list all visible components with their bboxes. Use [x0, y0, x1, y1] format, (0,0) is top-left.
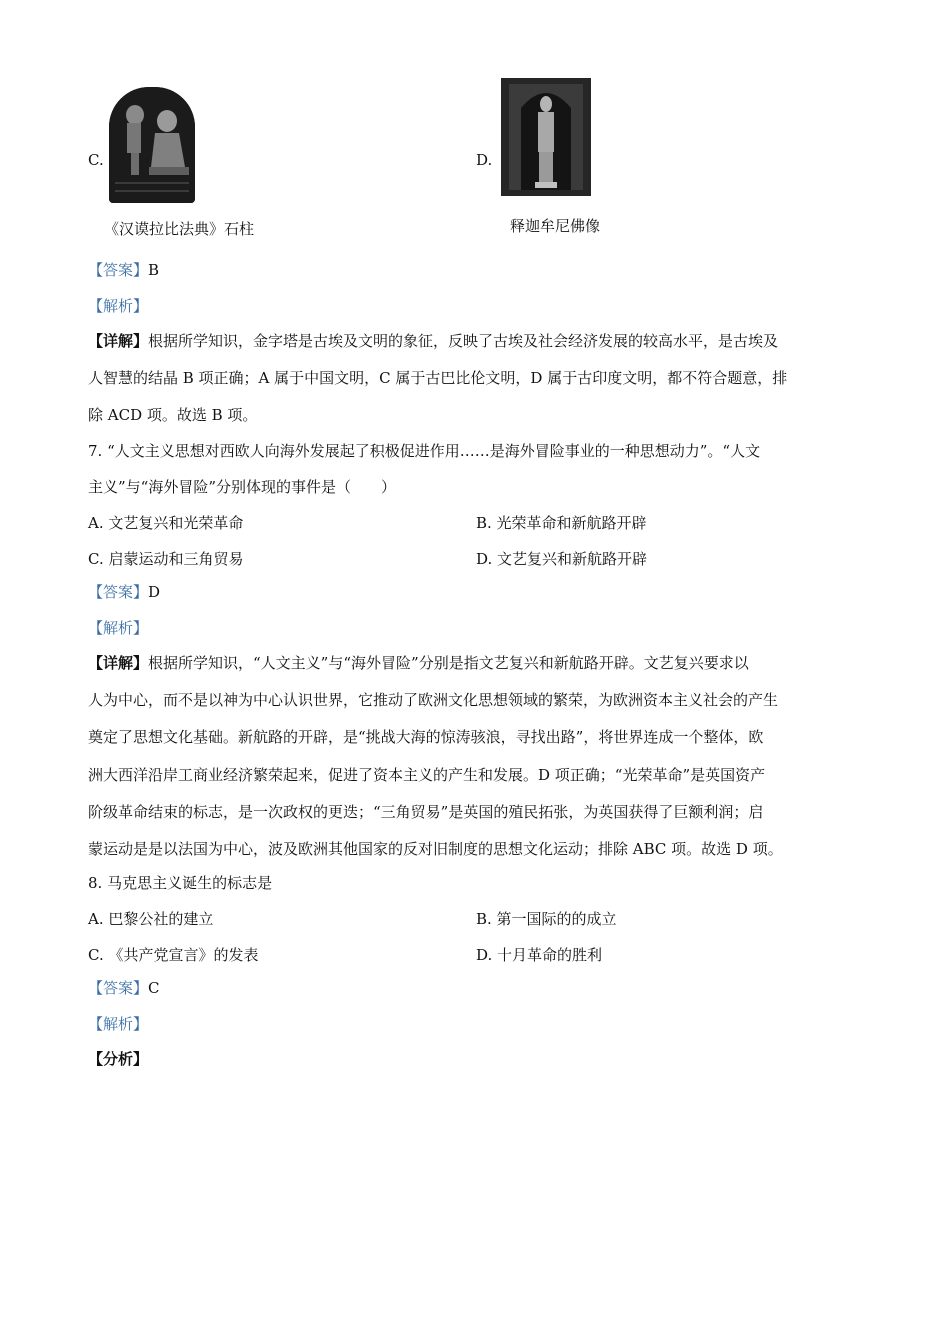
q6-analysis-line	[88, 296, 858, 316]
q7-detail-line-1: 【详解】根据所学知识，“人文主义”与“海外冒险”分别是指文艺复兴和新航路开辟。文艺复兴要求以	[88, 654, 749, 672]
q8-analysis-line	[88, 1014, 858, 1034]
q7-detail-line-5: 阶级革命结束的标志，是一次政权的更迭；“三角贸易”是英国的殖民拓张，为英国获得了巨额利润；启	[88, 803, 764, 821]
q6-detail-line-2: 人智慧的结晶 B 项正确；A 属于中国文明，C 属于古巴比伦文明，D 属于古印度文明，都不符合题意，排	[88, 369, 788, 387]
q6-detail-line-3: 除 ACD 项。故选 B 项。	[88, 406, 258, 424]
q8-option-c: C. 《共产党宣言》的发表	[88, 946, 259, 964]
q8-option-a: A. 巴黎公社的建立	[88, 910, 214, 928]
q7-stem-line-2: 主义”与“海外冒险”分别体现的事件是（ ）	[88, 478, 397, 496]
q7-detail-line-4: 洲大西洋沿岸工商业经济繁荣起来，促进了资本主义的产生和发展。D 项正确；“光荣革命”是英国资产	[88, 766, 766, 784]
q7-option-c: C. 启蒙运动和三角贸易	[88, 550, 244, 568]
answer-tag: 【答案】	[88, 979, 149, 997]
answer-value: D	[148, 583, 161, 601]
q8-option-d: D. 十月革命的胜利	[476, 946, 603, 964]
q8-option-b: B. 第一国际的的成立	[476, 910, 617, 928]
q7-detail-line-2: 人为中心，而不是以神为中心认识世界，它推动了欧洲文化思想领域的繁荣，为欧洲资本主义社会的产生	[88, 691, 779, 709]
answer-tag: 【答案】	[88, 261, 149, 279]
buddha-statue-image	[501, 78, 591, 196]
q7-option-b: B. 光荣革命和新航路开辟	[476, 514, 647, 532]
analysis-tag: 【解析】	[88, 297, 149, 315]
analysis-tag: 【解析】	[88, 619, 149, 637]
q7-option-d: D. 文艺复兴和新航路开辟	[476, 550, 648, 568]
q7-analysis-line	[88, 618, 858, 638]
q7-detail-line-3: 奠定了思想文化基础。新航路的开辟，是“挑战大海的惊涛骇浪，寻找出路”，将世界连成一个整体，欧	[88, 728, 764, 746]
answer-value: B	[148, 261, 160, 279]
q6-answer-line	[88, 260, 858, 280]
q7-answer-line	[88, 582, 858, 602]
option-c-label: C.	[88, 151, 104, 169]
detail-tag: 【详解】	[88, 332, 149, 350]
q8-fenxi-line	[88, 1049, 858, 1069]
hammurabi-stele-image	[109, 87, 195, 203]
q8-stem: 8. 马克思主义诞生的标志是	[88, 874, 273, 892]
q8-answer-line	[88, 978, 858, 998]
answer-value: C	[148, 979, 160, 997]
detail-tag: 【详解】	[88, 654, 149, 672]
q7-option-a: A. 文艺复兴和光荣革命	[88, 514, 244, 532]
option-c-caption: 《汉谟拉比法典》石柱	[104, 220, 255, 238]
fenxi-tag: 【分析】	[88, 1050, 149, 1068]
option-d-label: D.	[476, 151, 493, 169]
q7-detail-line-6: 蒙运动是是以法国为中心，波及欧洲其他国家的反对旧制度的思想文化运动；排除 ABC 项。故选 D 项。	[88, 840, 783, 858]
option-d-caption: 释迦牟尼佛像	[510, 217, 601, 235]
q6-detail-line-1: 【详解】根据所学知识，金字塔是古埃及文明的象征，反映了古埃及社会经济发展的较高水平，是古埃及	[88, 332, 779, 350]
analysis-tag: 【解析】	[88, 1015, 149, 1033]
q7-stem-line-1: 7. “人文主义思想对西欧人向海外发展起了积极促进作用……是海外冒险事业的一种思想动力”。“人文	[88, 442, 761, 460]
answer-tag: 【答案】	[88, 583, 149, 601]
